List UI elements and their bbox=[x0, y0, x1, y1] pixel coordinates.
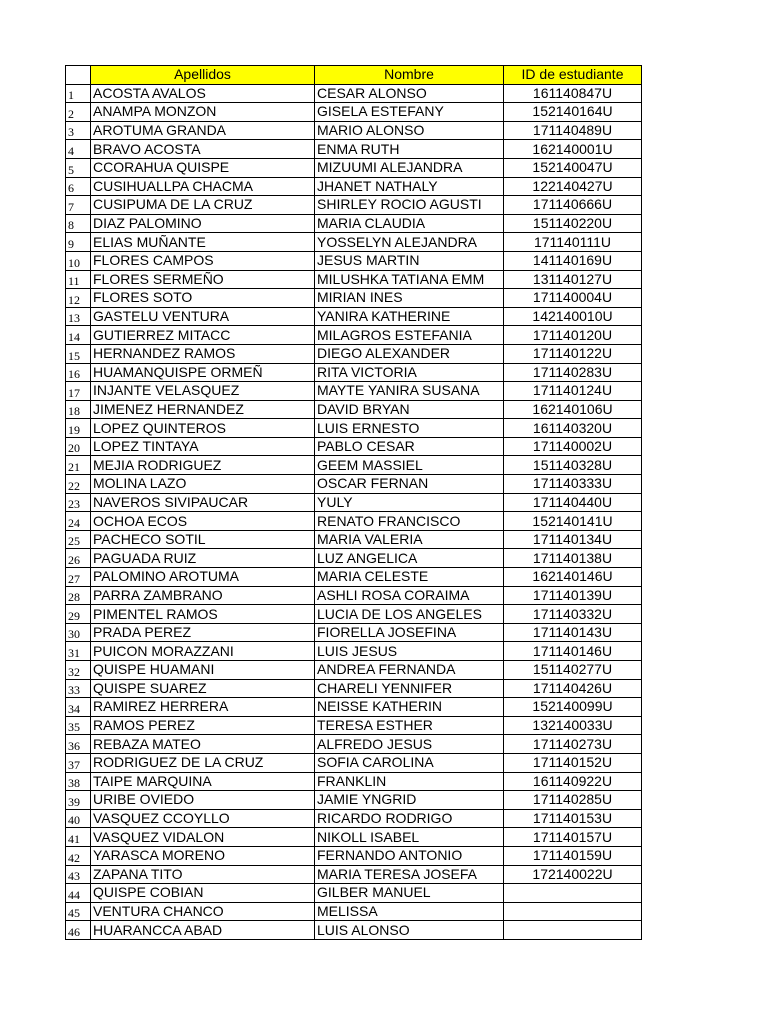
student-id-cell: 171140440U bbox=[504, 493, 642, 512]
row-number: 38 bbox=[66, 772, 91, 791]
row-number: 1 bbox=[66, 84, 91, 103]
table-row bbox=[66, 716, 642, 735]
nombre-cell: CESAR ALONSO bbox=[315, 84, 504, 103]
apellidos-cell: REBAZA MATEO bbox=[91, 735, 315, 754]
student-id-cell: 141140169U bbox=[504, 251, 642, 270]
row-number: 2 bbox=[66, 103, 91, 122]
nombre-cell: CHARELI YENNIFER bbox=[315, 679, 504, 698]
apellidos-cell: PUICON MORAZZANI bbox=[91, 642, 315, 661]
nombre-cell: PABLO CESAR bbox=[315, 437, 504, 456]
apellidos-cell: PALOMINO AROTUMA bbox=[91, 568, 315, 587]
nombre-cell: MIRIAN INES bbox=[315, 289, 504, 308]
student-id-cell: 152140164U bbox=[504, 103, 642, 122]
apellidos-cell: ACOSTA AVALOS bbox=[91, 84, 315, 103]
row-number: 16 bbox=[66, 363, 91, 382]
nombre-cell: MARIA TERESA JOSEFA bbox=[315, 865, 504, 884]
student-id-cell: 171140285U bbox=[504, 791, 642, 810]
apellidos-cell: FLORES SOTO bbox=[91, 289, 315, 308]
student-id-cell: 171140111U bbox=[504, 233, 642, 252]
table-row bbox=[66, 586, 642, 605]
nombre-cell: NEISSE KATHERIN bbox=[315, 698, 504, 717]
apellidos-cell: HUARANCCA ABAD bbox=[91, 921, 315, 940]
row-number: 29 bbox=[66, 605, 91, 624]
apellidos-cell: GASTELU VENTURA bbox=[91, 307, 315, 326]
row-number: 12 bbox=[66, 289, 91, 308]
row-number: 27 bbox=[66, 568, 91, 587]
nombre-cell: LUZ ANGELICA bbox=[315, 549, 504, 568]
student-id-cell bbox=[504, 884, 642, 903]
row-number: 6 bbox=[66, 177, 91, 196]
student-id-cell: 171140146U bbox=[504, 642, 642, 661]
apellidos-cell: ZAPANA TITO bbox=[91, 865, 315, 884]
nombre-cell: ENMA RUTH bbox=[315, 140, 504, 159]
row-number: 11 bbox=[66, 270, 91, 289]
nombre-cell: FIORELLA JOSEFINA bbox=[315, 623, 504, 642]
student-id-cell: 131140127U bbox=[504, 270, 642, 289]
row-number: 10 bbox=[66, 251, 91, 270]
table-row bbox=[66, 121, 642, 140]
apellidos-cell: GUTIERREZ MITACC bbox=[91, 326, 315, 345]
nombre-cell: LUIS ALONSO bbox=[315, 921, 504, 940]
row-number: 36 bbox=[66, 735, 91, 754]
table-row bbox=[66, 865, 642, 884]
row-number: 25 bbox=[66, 530, 91, 549]
table-row bbox=[66, 846, 642, 865]
student-id-cell: 171140002U bbox=[504, 437, 642, 456]
nombre-cell: MARIA VALERIA bbox=[315, 530, 504, 549]
nombre-cell: SOFIA CAROLINA bbox=[315, 753, 504, 772]
apellidos-cell: BRAVO ACOSTA bbox=[91, 140, 315, 159]
student-id-cell: 171140666U bbox=[504, 196, 642, 215]
student-id-cell: 171140426U bbox=[504, 679, 642, 698]
student-list-sheet bbox=[65, 65, 641, 940]
table-row bbox=[66, 307, 642, 326]
nombre-cell: NIKOLL ISABEL bbox=[315, 828, 504, 847]
row-number: 3 bbox=[66, 121, 91, 140]
student-id-cell: 171140283U bbox=[504, 363, 642, 382]
row-number: 4 bbox=[66, 140, 91, 159]
student-id-cell bbox=[504, 921, 642, 940]
student-id-cell: 162140106U bbox=[504, 400, 642, 419]
table-row bbox=[66, 642, 642, 661]
apellidos-cell: PAGUADA RUIZ bbox=[91, 549, 315, 568]
nombre-cell: ALFREDO JESUS bbox=[315, 735, 504, 754]
apellidos-cell: ANAMPA MONZON bbox=[91, 103, 315, 122]
apellidos-cell: NAVEROS SIVIPAUCAR bbox=[91, 493, 315, 512]
table-row bbox=[66, 251, 642, 270]
nombre-cell: JESUS MARTIN bbox=[315, 251, 504, 270]
apellidos-cell: RODRIGUEZ DE LA CRUZ bbox=[91, 753, 315, 772]
nombre-cell: MARIA CELESTE bbox=[315, 568, 504, 587]
apellidos-cell: AROTUMA GRANDA bbox=[91, 121, 315, 140]
nombre-cell: ANDREA FERNANDA bbox=[315, 661, 504, 680]
apellidos-cell: INJANTE VELASQUEZ bbox=[91, 382, 315, 401]
row-number: 19 bbox=[66, 419, 91, 438]
nombre-cell: RENATO FRANCISCO bbox=[315, 512, 504, 531]
nombre-cell: FERNANDO ANTONIO bbox=[315, 846, 504, 865]
header-number-cell bbox=[66, 66, 91, 85]
student-id-cell: 162140146U bbox=[504, 568, 642, 587]
apellidos-cell: FLORES CAMPOS bbox=[91, 251, 315, 270]
apellidos-cell: PIMENTEL RAMOS bbox=[91, 605, 315, 624]
student-id-cell: 171140134U bbox=[504, 530, 642, 549]
apellidos-cell: PRADA PEREZ bbox=[91, 623, 315, 642]
table-row bbox=[66, 679, 642, 698]
nombre-cell: MAYTE YANIRA SUSANA bbox=[315, 382, 504, 401]
table-row bbox=[66, 475, 642, 494]
table-row bbox=[66, 772, 642, 791]
table-row bbox=[66, 214, 642, 233]
nombre-cell: YULY bbox=[315, 493, 504, 512]
nombre-cell: MARIA CLAUDIA bbox=[315, 214, 504, 233]
row-number: 39 bbox=[66, 791, 91, 810]
table-row bbox=[66, 493, 642, 512]
student-id-cell: 171140004U bbox=[504, 289, 642, 308]
nombre-cell: MIZUUMI ALEJANDRA bbox=[315, 158, 504, 177]
table-row bbox=[66, 196, 642, 215]
student-id-cell: 161140922U bbox=[504, 772, 642, 791]
row-number: 8 bbox=[66, 214, 91, 233]
table-row bbox=[66, 270, 642, 289]
row-number: 32 bbox=[66, 661, 91, 680]
apellidos-cell: QUISPE COBIAN bbox=[91, 884, 315, 903]
nombre-cell: JHANET NATHALY bbox=[315, 177, 504, 196]
nombre-cell: MARIO ALONSO bbox=[315, 121, 504, 140]
table-row bbox=[66, 530, 642, 549]
table-row bbox=[66, 791, 642, 810]
student-id-cell: 171140159U bbox=[504, 846, 642, 865]
student-id-cell: 161140847U bbox=[504, 84, 642, 103]
row-number: 44 bbox=[66, 884, 91, 903]
header-apellidos: Apellidos bbox=[91, 66, 315, 85]
row-number: 22 bbox=[66, 475, 91, 494]
apellidos-cell: ELIAS MUÑANTE bbox=[91, 233, 315, 252]
row-number: 24 bbox=[66, 512, 91, 531]
table-row bbox=[66, 623, 642, 642]
table-row bbox=[66, 158, 642, 177]
table-row bbox=[66, 456, 642, 475]
student-id-cell: 152140141U bbox=[504, 512, 642, 531]
row-number: 9 bbox=[66, 233, 91, 252]
row-number: 7 bbox=[66, 196, 91, 215]
nombre-cell: RITA VICTORIA bbox=[315, 363, 504, 382]
apellidos-cell: LOPEZ TINTAYA bbox=[91, 437, 315, 456]
apellidos-cell: YARASCA MORENO bbox=[91, 846, 315, 865]
header-nombre: Nombre bbox=[315, 66, 504, 85]
apellidos-cell: HUAMANQUISPE ORMEÑ bbox=[91, 363, 315, 382]
apellidos-cell: TAIPE MARQUINA bbox=[91, 772, 315, 791]
row-number: 37 bbox=[66, 753, 91, 772]
nombre-cell: JAMIE YNGRID bbox=[315, 791, 504, 810]
table-row bbox=[66, 512, 642, 531]
apellidos-cell: CUSIHUALLPA CHACMA bbox=[91, 177, 315, 196]
table-row bbox=[66, 177, 642, 196]
row-number: 43 bbox=[66, 865, 91, 884]
table-row bbox=[66, 568, 642, 587]
row-number: 28 bbox=[66, 586, 91, 605]
student-id-cell: 171140333U bbox=[504, 475, 642, 494]
nombre-cell: YOSSELYN ALEJANDRA bbox=[315, 233, 504, 252]
row-number: 14 bbox=[66, 326, 91, 345]
student-id-cell: 171140138U bbox=[504, 549, 642, 568]
table-row bbox=[66, 419, 642, 438]
table-row bbox=[66, 809, 642, 828]
row-number: 30 bbox=[66, 623, 91, 642]
row-number: 23 bbox=[66, 493, 91, 512]
nombre-cell: RICARDO RODRIGO bbox=[315, 809, 504, 828]
nombre-cell: GEEM MASSIEL bbox=[315, 456, 504, 475]
nombre-cell: MILUSHKA TATIANA EMM bbox=[315, 270, 504, 289]
nombre-cell: SHIRLEY ROCIO AGUSTI bbox=[315, 196, 504, 215]
student-id-cell: 171140332U bbox=[504, 605, 642, 624]
nombre-cell: GILBER MANUEL bbox=[315, 884, 504, 903]
table-row bbox=[66, 140, 642, 159]
nombre-cell: DAVID BRYAN bbox=[315, 400, 504, 419]
table-row bbox=[66, 344, 642, 363]
row-number: 34 bbox=[66, 698, 91, 717]
header-id: ID de estudiante bbox=[504, 66, 642, 85]
row-number: 45 bbox=[66, 902, 91, 921]
apellidos-cell: JIMENEZ HERNANDEZ bbox=[91, 400, 315, 419]
apellidos-cell: RAMIREZ HERRERA bbox=[91, 698, 315, 717]
nombre-cell: MILAGROS ESTEFANIA bbox=[315, 326, 504, 345]
apellidos-cell: DIAZ PALOMINO bbox=[91, 214, 315, 233]
apellidos-cell: VENTURA CHANCO bbox=[91, 902, 315, 921]
table-row bbox=[66, 661, 642, 680]
table-row bbox=[66, 289, 642, 308]
nombre-cell: LUCIA DE LOS ANGELES bbox=[315, 605, 504, 624]
nombre-cell: OSCAR FERNAN bbox=[315, 475, 504, 494]
student-id-cell: 171140120U bbox=[504, 326, 642, 345]
nombre-cell: TERESA ESTHER bbox=[315, 716, 504, 735]
student-id-cell: 171140143U bbox=[504, 623, 642, 642]
row-number: 21 bbox=[66, 456, 91, 475]
table-row bbox=[66, 233, 642, 252]
table-row bbox=[66, 921, 642, 940]
student-id-cell: 152140047U bbox=[504, 158, 642, 177]
row-number: 13 bbox=[66, 307, 91, 326]
nombre-cell: GISELA ESTEFANY bbox=[315, 103, 504, 122]
table-row bbox=[66, 103, 642, 122]
student-id-cell: 151140328U bbox=[504, 456, 642, 475]
student-id-cell: 161140320U bbox=[504, 419, 642, 438]
row-number: 26 bbox=[66, 549, 91, 568]
row-number: 5 bbox=[66, 158, 91, 177]
apellidos-cell: VASQUEZ CCOYLLO bbox=[91, 809, 315, 828]
student-id-cell: 162140001U bbox=[504, 140, 642, 159]
apellidos-cell: FLORES SERMEÑO bbox=[91, 270, 315, 289]
row-number: 42 bbox=[66, 846, 91, 865]
apellidos-cell: URIBE OVIEDO bbox=[91, 791, 315, 810]
student-table bbox=[65, 65, 642, 940]
row-number: 40 bbox=[66, 809, 91, 828]
apellidos-cell: PACHECO SOTIL bbox=[91, 530, 315, 549]
nombre-cell: FRANKLIN bbox=[315, 772, 504, 791]
table-row bbox=[66, 753, 642, 772]
student-id-cell: 171140152U bbox=[504, 753, 642, 772]
student-id-cell: 171140489U bbox=[504, 121, 642, 140]
row-number: 35 bbox=[66, 716, 91, 735]
apellidos-cell: OCHOA ECOS bbox=[91, 512, 315, 531]
table-row bbox=[66, 549, 642, 568]
row-number: 17 bbox=[66, 382, 91, 401]
header-row bbox=[66, 66, 642, 85]
student-id-cell: 151140277U bbox=[504, 661, 642, 680]
student-id-cell: 122140427U bbox=[504, 177, 642, 196]
apellidos-cell: VASQUEZ VIDALON bbox=[91, 828, 315, 847]
row-number: 46 bbox=[66, 921, 91, 940]
row-number: 15 bbox=[66, 344, 91, 363]
nombre-cell: LUIS ERNESTO bbox=[315, 419, 504, 438]
table-row bbox=[66, 84, 642, 103]
table-row bbox=[66, 437, 642, 456]
table-row bbox=[66, 605, 642, 624]
student-id-cell: 172140022U bbox=[504, 865, 642, 884]
row-number: 31 bbox=[66, 642, 91, 661]
table-row bbox=[66, 363, 642, 382]
table-row bbox=[66, 735, 642, 754]
student-id-cell: 132140033U bbox=[504, 716, 642, 735]
apellidos-cell: RAMOS PEREZ bbox=[91, 716, 315, 735]
student-id-cell bbox=[504, 902, 642, 921]
student-id-cell: 171140124U bbox=[504, 382, 642, 401]
row-number: 33 bbox=[66, 679, 91, 698]
table-row bbox=[66, 884, 642, 903]
nombre-cell: DIEGO ALEXANDER bbox=[315, 344, 504, 363]
apellidos-cell: CCORAHUA QUISPE bbox=[91, 158, 315, 177]
apellidos-cell: HERNANDEZ RAMOS bbox=[91, 344, 315, 363]
table-row bbox=[66, 698, 642, 717]
table-row bbox=[66, 400, 642, 419]
nombre-cell: MELISSA bbox=[315, 902, 504, 921]
row-number: 20 bbox=[66, 437, 91, 456]
table-row bbox=[66, 902, 642, 921]
student-id-cell: 171140273U bbox=[504, 735, 642, 754]
student-id-cell: 152140099U bbox=[504, 698, 642, 717]
nombre-cell: LUIS JESUS bbox=[315, 642, 504, 661]
student-id-cell: 171140153U bbox=[504, 809, 642, 828]
table-row bbox=[66, 828, 642, 847]
student-id-cell: 171140139U bbox=[504, 586, 642, 605]
apellidos-cell: PARRA ZAMBRANO bbox=[91, 586, 315, 605]
row-number: 41 bbox=[66, 828, 91, 847]
apellidos-cell: QUISPE HUAMANI bbox=[91, 661, 315, 680]
nombre-cell: ASHLI ROSA CORAIMA bbox=[315, 586, 504, 605]
apellidos-cell: QUISPE SUAREZ bbox=[91, 679, 315, 698]
table-row bbox=[66, 382, 642, 401]
table-row bbox=[66, 326, 642, 345]
row-number: 18 bbox=[66, 400, 91, 419]
apellidos-cell: CUSIPUMA DE LA CRUZ bbox=[91, 196, 315, 215]
apellidos-cell: LOPEZ QUINTEROS bbox=[91, 419, 315, 438]
apellidos-cell: MEJIA RODRIGUEZ bbox=[91, 456, 315, 475]
nombre-cell: YANIRA KATHERINE bbox=[315, 307, 504, 326]
student-id-cell: 151140220U bbox=[504, 214, 642, 233]
student-id-cell: 142140010U bbox=[504, 307, 642, 326]
student-id-cell: 171140157U bbox=[504, 828, 642, 847]
student-id-cell: 171140122U bbox=[504, 344, 642, 363]
apellidos-cell: MOLINA LAZO bbox=[91, 475, 315, 494]
